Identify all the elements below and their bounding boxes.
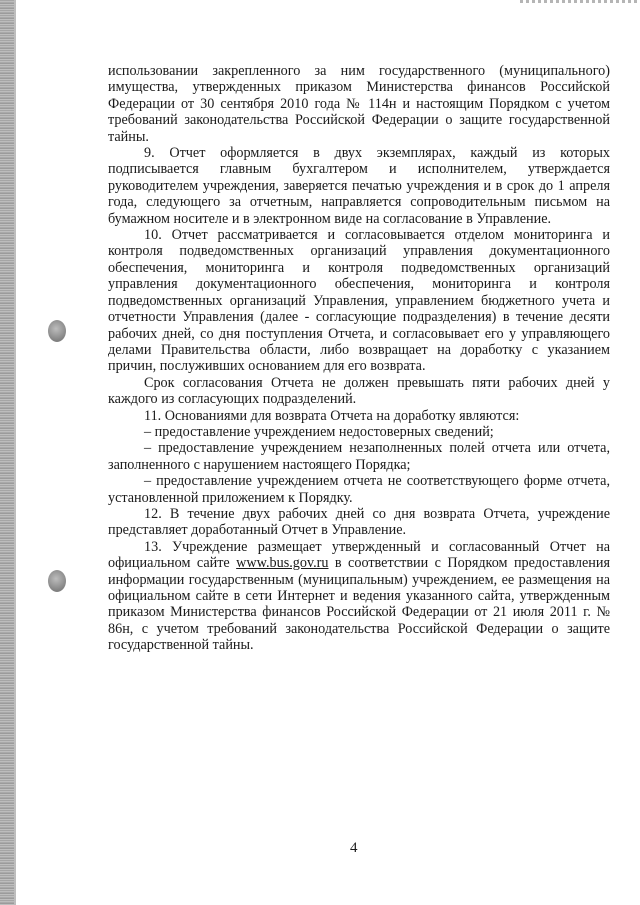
- page-number: 4: [350, 840, 358, 856]
- list-item-unreliable-data: – предоставление учреждением недостоверных сведений;: [144, 423, 494, 440]
- document-body: [108, 63, 610, 654]
- paragraph-approval-term: Срок согласования Отчета не должен превышать пяти рабочих дней у каждого из согласующих подразделений.: [108, 374, 610, 408]
- scan-top-edge-mark: [520, 0, 640, 3]
- scan-binding-edge: [0, 0, 14, 905]
- list-item-wrong-form: – предоставление учреждением отчета не соответствующего форме отчета, установленной приложением к Порядку.: [108, 473, 610, 506]
- paragraph-continuation: использовании закрепленного за ним государственного (муниципального) имущества, утвержденных приказом Министерства финансов Российской Федерации от 30 сентября 2010 года № 114н и настоящим Порядком с учетом требований законодательства Российской Федерации о защите государственной тайны.: [108, 63, 610, 145]
- item-13-text-start: 13. Учреждение размещает утвержденный и согласованный Отчет на официальном сайте: [108, 538, 610, 572]
- list-item-empty-fields: – предоставление учреждением незаполненных полей отчета или отчета, заполненного с нарушением настоящего Порядка;: [108, 440, 610, 473]
- paragraph-item-13: [108, 539, 610, 654]
- bus-gov-link[interactable]: www.bus.gov.ru: [236, 555, 329, 572]
- punch-hole-bottom: [48, 570, 66, 592]
- paragraph-item-9: 9. Отчет оформляется в двух экземплярах, каждый из которых подписывается главным бухгалтером и исполнителем, утверждается руководителем учреждения, заверяется печатью учреждения и в срок до 1 апреля года, следующего за отчетным, направляется сопроводительным письмом на бумажном носителе и в электронном виде на согласование в Управление.: [108, 145, 610, 227]
- punch-hole-top: [48, 320, 66, 342]
- paragraph-item-11: 11. Основаниями для возврата Отчета на доработку являются:: [144, 407, 520, 424]
- paragraph-item-12: 12. В течение двух рабочих дней со дня возврата Отчета, учреждение представляет доработанный Отчет в Управление.: [108, 505, 610, 539]
- paragraph-item-10: 10. Отчет рассматривается и согласовывается отделом мониторинга и контроля подведомственных организаций управления документационного обеспечения, мониторинга и контроля подведомственных организаций управления документационного обеспечения, мониторинга и контроля подведомственных организаций Управления, управлением бюджетного учета и отчетности Управления (далее - согласующие подразделения) в течение десяти рабочих дней, со дня поступления Отчета, и согласовывает его у управляющего делами Правительства области, либо возвращает на доработку с указанием причин, послуживших основанием для его возврата.: [108, 227, 610, 375]
- item-13-text-end: в соответствии с Порядком предоставления информации государственным (муниципальным) учреждением, ее размещения на официальном сайте в сети Интернет и ведения указанного сайта, утвержденным приказом Министерства финансов Российской Федерации от 21 июля 2011 г. № 86н, с учетом требований законодательства Российской Федерации о защите государственной тайны.: [108, 555, 610, 654]
